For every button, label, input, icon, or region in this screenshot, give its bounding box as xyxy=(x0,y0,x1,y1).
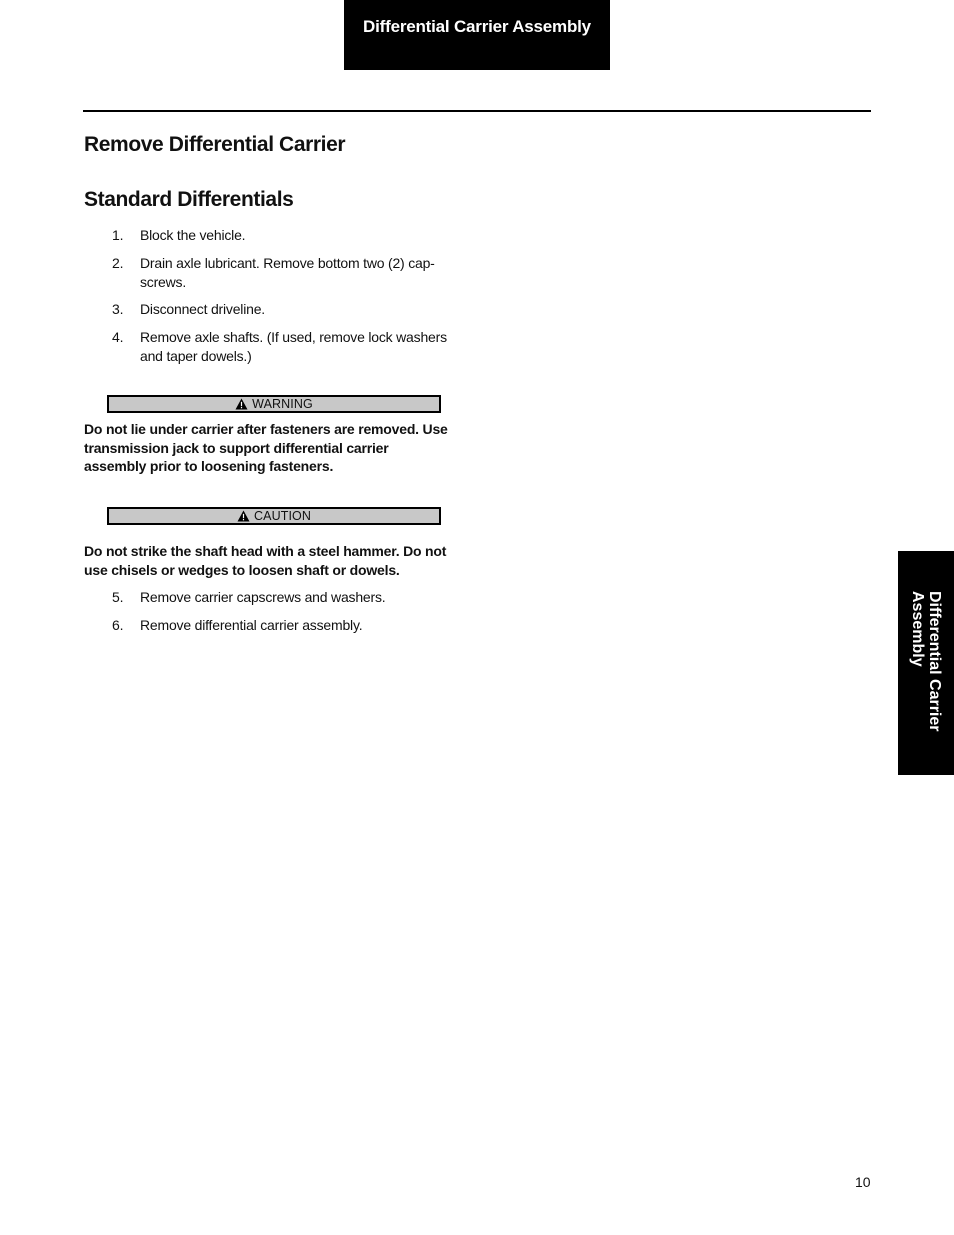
step-text: Remove carrier capscrews and washers. xyxy=(140,589,386,605)
step-number: 1. xyxy=(112,227,124,243)
side-tab xyxy=(898,551,954,775)
step-number: 4. xyxy=(112,329,124,345)
caution-banner xyxy=(107,507,441,525)
step-text: Remove axle shafts. (If used, remove lock washers and taper dowels.) xyxy=(140,329,447,364)
step-number: 5. xyxy=(112,589,124,605)
step-text: Disconnect driveline. xyxy=(140,301,265,317)
section-title: Remove Differential Carrier xyxy=(84,133,346,156)
step-number: 2. xyxy=(112,255,124,271)
warning-text: Do not lie under carrier after fasteners are removed. Use transmission jack to support differential carrier assembly prior to loosening fasteners. xyxy=(84,421,448,474)
side-tab-label: Differential Carrier Assembly xyxy=(909,591,943,732)
caution-label: CAUTION xyxy=(254,509,311,523)
step-text: Block the vehicle. xyxy=(140,227,246,243)
header-tab-title: Differential Carrier Assembly xyxy=(363,17,591,36)
warning-triangle-icon xyxy=(237,510,250,522)
caution-text: Do not strike the shaft head with a steel hammer. Do not use chisels or wedges to loosen shaft or dowels. xyxy=(84,543,447,578)
header-tab xyxy=(344,0,610,70)
page-number: 10 xyxy=(855,1174,871,1190)
header-rule xyxy=(83,110,871,112)
step-number: 3. xyxy=(112,301,124,317)
step-text: Remove differential carrier assembly. xyxy=(140,617,363,633)
step-text: Drain axle lubricant. Remove bottom two (2) cap-screws. xyxy=(140,255,435,290)
step-number: 6. xyxy=(112,617,124,633)
warning-banner xyxy=(107,395,441,413)
warning-triangle-icon xyxy=(235,398,248,410)
warning-label: WARNING xyxy=(252,397,313,411)
section-subtitle: Standard Differentials xyxy=(84,188,294,211)
